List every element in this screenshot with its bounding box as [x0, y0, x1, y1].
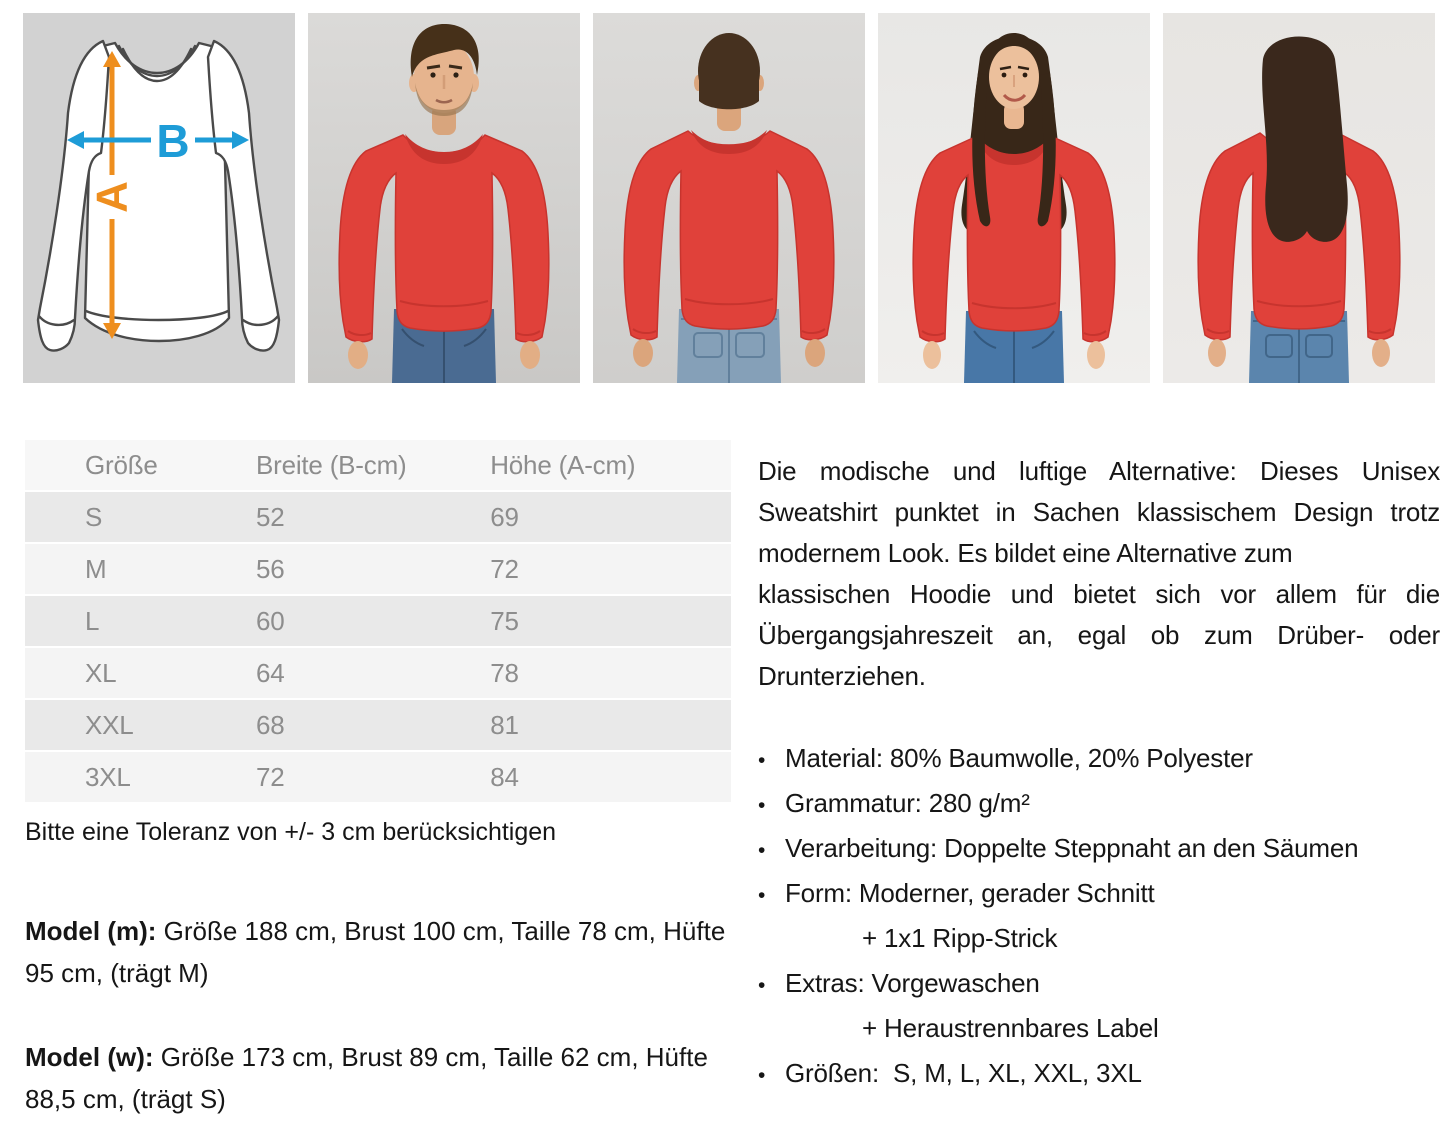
bullet-icon: •: [758, 884, 766, 907]
feature-form: • Form: Moderner, gerader Schnitt: [758, 872, 1440, 917]
feature-list: [758, 737, 1440, 1097]
woman-sweatshirt: [913, 136, 1115, 342]
bullet-icon: •: [758, 839, 766, 862]
bullet-icon: •: [758, 749, 766, 772]
man-front-illustration: [308, 13, 580, 383]
woman-back-hair: [1262, 37, 1348, 242]
model-m-label: Model (m):: [25, 916, 157, 946]
table-row: 3XL 72 84: [25, 751, 731, 803]
product-photo-man-back: [593, 13, 865, 383]
man-back-sweatshirt: [624, 130, 834, 340]
description-line: modernem Look. Es bildet eine Alternative zum: [758, 538, 1293, 568]
feature-grammage: • Grammatur: 280 g/m²: [758, 782, 1440, 827]
feature-sizes: • Größen: S, M, L, XL, XXL, 3XL: [758, 1052, 1440, 1097]
col-header-height: Höhe (A-cm): [490, 440, 731, 491]
table-row: XL 64 78: [25, 647, 731, 699]
product-photo-man-front: [308, 13, 580, 383]
feature-extras-continued: + Heraustrennbares Label: [862, 1013, 1159, 1043]
table-row: S 52 69: [25, 491, 731, 543]
col-header-size: Größe: [25, 440, 256, 491]
model-m-measurements: [25, 910, 731, 994]
man-sweatshirt: [339, 134, 549, 342]
bullet-icon: •: [758, 974, 766, 997]
woman-front-illustration: [878, 13, 1150, 383]
product-photo-woman-front: [878, 13, 1150, 383]
description-column: [758, 440, 1440, 1120]
table-row: L 60 75: [25, 595, 731, 647]
size-diagram-illustration: [23, 13, 295, 383]
product-image-row: [0, 0, 1445, 383]
col-header-width: Breite (B-cm): [256, 440, 490, 491]
size-table: [25, 440, 731, 804]
description-line: Die modische und luftige Alternative: Dieses Unisex: [758, 456, 1440, 486]
bullet-icon: •: [758, 1064, 766, 1087]
model-m-text: Größe 188 cm, Brust 100 cm, Taille 78 cm, Hüfte 95 cm, (trägt M): [25, 916, 733, 988]
feature-workmanship: • Verarbeitung: Doppelte Steppnaht an den Säumen: [758, 827, 1440, 872]
model-w-text: Größe 173 cm, Brust 89 cm, Taille 62 cm, Hüfte 88,5 cm, (trägt S): [25, 1042, 716, 1114]
tolerance-note: Bitte eine Toleranz von +/- 3 cm berücksichtigen: [25, 818, 557, 846]
woman-back-illustration: [1163, 13, 1435, 383]
product-details: [0, 440, 1445, 1120]
width-label: B: [156, 115, 190, 167]
description-line: Übergangsjahreszeit an, egal ob zum Drüber- oder: [758, 620, 1440, 650]
height-label: A: [87, 181, 137, 213]
feature-material: • Material: 80% Baumwolle, 20% Polyester: [758, 737, 1440, 782]
feature-extras: • Extras: Vorgewaschen: [758, 962, 1440, 1007]
description-line: Sweatshirt punktet in Sachen klassischem Design trotz: [758, 497, 1440, 527]
feature-form-continued: + 1x1 Ripp-Strick: [862, 923, 1058, 953]
table-row: XXL 68 81: [25, 699, 731, 751]
product-description: [758, 451, 1440, 697]
sweatshirt-outline: [38, 41, 279, 351]
description-line: Drunterziehen.: [758, 661, 926, 691]
model-w-label: Model (w):: [25, 1042, 154, 1072]
man-back-illustration: [593, 13, 865, 383]
product-photo-woman-back: [1163, 13, 1435, 383]
size-table-header-row: [25, 440, 731, 491]
size-diagram: [23, 13, 295, 383]
bullet-icon: •: [758, 794, 766, 817]
size-info-column: [25, 440, 731, 1120]
description-line: klassischen Hoodie und bietet sich vor allem für die: [758, 579, 1440, 609]
table-row: M 56 72: [25, 543, 731, 595]
model-w-measurements: [25, 1036, 731, 1120]
